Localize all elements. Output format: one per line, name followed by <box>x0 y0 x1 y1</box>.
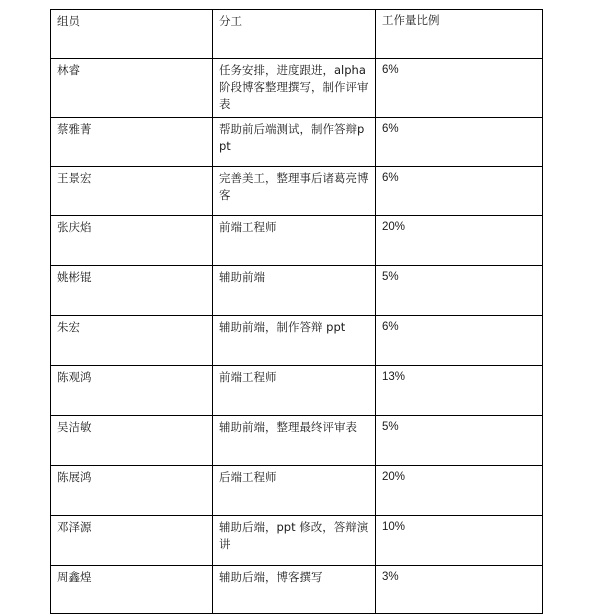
member-cell: 陈观鸿 <box>51 366 213 416</box>
table-row <box>51 216 543 266</box>
table-row <box>51 266 543 316</box>
table-row <box>51 416 543 466</box>
task-cell: 前端工程师 <box>213 366 376 416</box>
task-cell: 任务安排，进度跟进，alpha阶段博客整理撰写，制作评审表 <box>213 59 376 118</box>
table-row <box>51 566 543 614</box>
ratio-cell: 20% <box>376 216 543 266</box>
task-cell: 后端工程师 <box>213 466 376 516</box>
workload-table <box>50 9 543 614</box>
table-row <box>51 59 543 118</box>
table-row <box>51 118 543 167</box>
task-cell: 辅助后端，博客撰写 <box>213 566 376 614</box>
member-cell: 周鑫煌 <box>51 566 213 614</box>
table-row <box>51 516 543 566</box>
task-cell: 辅助前端，整理最终评审表 <box>213 416 376 466</box>
header-ratio: 工作量比例 <box>376 10 543 59</box>
ratio-cell: 6% <box>376 316 543 366</box>
ratio-cell: 5% <box>376 416 543 466</box>
table-row <box>51 366 543 416</box>
table-row <box>51 466 543 516</box>
task-cell: 辅助后端，ppt 修改，答辩演讲 <box>213 516 376 566</box>
header-member: 组员 <box>51 10 213 59</box>
header-task: 分工 <box>213 10 376 59</box>
member-cell: 吴洁敏 <box>51 416 213 466</box>
member-cell: 朱宏 <box>51 316 213 366</box>
table-row <box>51 167 543 216</box>
member-cell: 陈展鸿 <box>51 466 213 516</box>
task-cell: 帮助前后端测试，制作答辩ppt <box>213 118 376 167</box>
member-cell: 林睿 <box>51 59 213 118</box>
task-cell: 辅助前端，制作答辩 ppt <box>213 316 376 366</box>
task-cell: 前端工程师 <box>213 216 376 266</box>
ratio-cell: 10% <box>376 516 543 566</box>
ratio-cell: 6% <box>376 59 543 118</box>
table-row <box>51 316 543 366</box>
ratio-cell: 6% <box>376 167 543 216</box>
ratio-cell: 20% <box>376 466 543 516</box>
ratio-cell: 13% <box>376 366 543 416</box>
ratio-cell: 5% <box>376 266 543 316</box>
ratio-cell: 6% <box>376 118 543 167</box>
member-cell: 张庆焰 <box>51 216 213 266</box>
member-cell: 邓泽源 <box>51 516 213 566</box>
member-cell: 姚彬锟 <box>51 266 213 316</box>
member-cell: 王景宏 <box>51 167 213 216</box>
task-cell: 完善美工，整理事后诸葛亮博客 <box>213 167 376 216</box>
ratio-cell: 3% <box>376 566 543 614</box>
task-cell: 辅助前端 <box>213 266 376 316</box>
table-header-row <box>51 10 543 59</box>
member-cell: 蔡雅菁 <box>51 118 213 167</box>
